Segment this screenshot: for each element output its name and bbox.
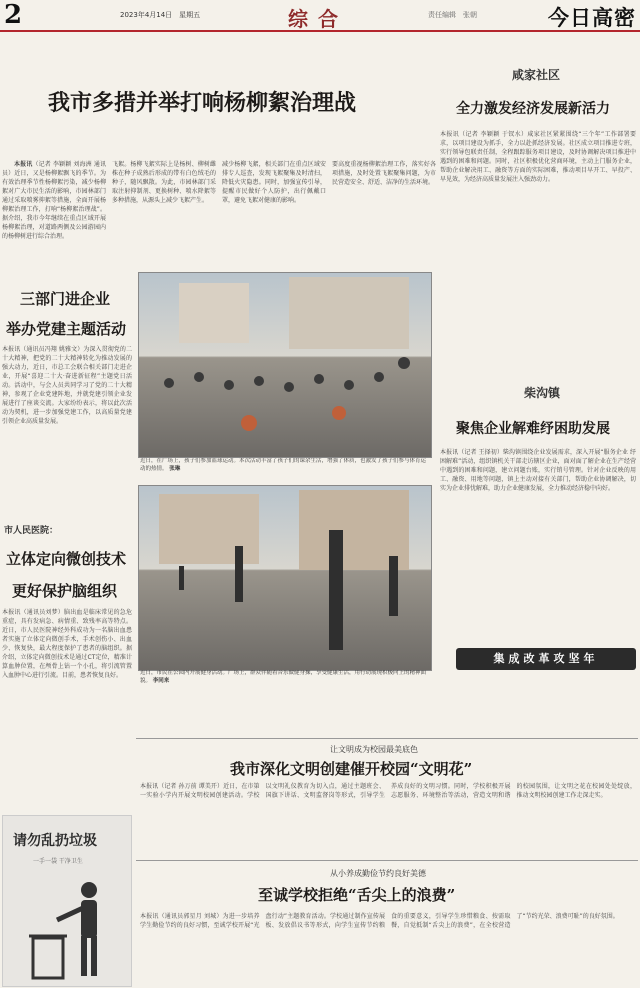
poster-title: 请勿乱扔垃圾 (13, 833, 97, 849)
basketball-photo (138, 272, 432, 458)
poster-subtitle: 一手一袋 干净卫生 (33, 858, 83, 865)
reform-banner: 集成改革攻坚年 (456, 648, 636, 670)
section-divider-2 (136, 860, 638, 861)
right1-kicker: 咸家社区 (512, 68, 561, 82)
lead-byline: 本报讯 (14, 161, 33, 168)
right2-kicker: 柴沟镇 (524, 386, 561, 400)
lead-column-2: 飞絮。杨柳飞絮实际上是杨树、柳树雌株在种子成熟后形成的带有白色绒毛的种子，随风飘散。为此，市园林部门采取注射抑制剂、更换树种、喷水降絮等多种措施，从源头上减少飞絮产生。 (112, 161, 216, 204)
left2-body: 本报讯（通讯员刘梦）脑出血是临床常见的急危重症，具有发病急、病情重、致残率高等特点。近日，市人民医院神经外科成功为一名脑出血患者实施了立体定向微创手术，手术创伤小、出血少、恢复快，最大程度保护了患者的脑组织。据介绍，立体定向微创技术是通过CT定位，精准计算血肿位置，在颅骨上钻一个小孔，将引流管置入血肿中心进行引流。目前，患者恢复良好。 (2, 609, 132, 679)
right1-headline: 全力激发经济发展新活力 (456, 101, 610, 117)
person-throwing-trash-icon (23, 876, 123, 984)
page-number: 2 (4, 0, 23, 30)
issue-date: 2023年4月14日 星期五 (120, 11, 201, 19)
lead-col1-text: （记者 李颖颖 刘海洲 通讯员）近日，又是杨柳絮飘飞的季节。为有效治理季节性杨柳絮污染，减少杨柳絮对广大市民生活的影响，市园林部门通过采取喷雾抑絮等措施，全面开展杨柳絮治理工作，打响“杨柳絮治理战”。据介绍，我市今年继续在重点区域开展杨柳絮治理，对道路两侧及公园游园内的杨柳树进行综合治理。 (2, 161, 106, 240)
photo1-credit: 张琳 (169, 465, 181, 472)
right2-headline: 聚焦企业解难纾困助发展 (456, 421, 610, 437)
anti-litter-poster (2, 815, 132, 987)
right2-body: 本报讯（记者 王择初）柴沟镇围绕企业发展需求，深入开展“服务企业 纾困解难”活动，组织镇机关干部走访辖区企业，面对面了解企业在生产经营中遇到的困难和问题，建立问题台账，实行销号管理。针对企业反映的用工、融资、用地等问题，镇上主动对接有关部门，帮助企业协调解决，切实为企业排忧解难，助力企业健康发展，全力推动经济稳中向好。 (440, 449, 636, 492)
left1-body: 本报讯（通讯员冯翔 姚雅文）为深入贯彻党的二十大精神，把党的二十大精神转化为推动发展的强大动力，近日，市总工会联合相关部门走进企业，开展“喜迎二十大·奋进新征程”主题党日活动。活动中，与会人员共同学习了党的二十大精神，参观了企业党建阵地，并就党建引领企业发展进行了座谈交流。大家纷纷表示，将以此次活动为契机，进一步加强党建工作，以高质量党建引领企业高质量发展。 (2, 346, 132, 425)
lead-column-3: 减少杨柳飞絮，相关部门在重点区域安排专人巡查，发现飞絮聚集及时清扫，降低火灾隐患。同时，加强宣传引导，提醒市民做好个人防护，出行佩戴口罩，避免飞絮对健康的影响。 (222, 161, 326, 204)
bottom1-kicker: 让文明成为校园最美底色 (330, 745, 418, 754)
photo1-caption (140, 458, 430, 484)
left2-kicker: 市人民医院： (4, 526, 59, 536)
section-divider-1 (136, 738, 638, 739)
section-title: 综合 (288, 7, 348, 31)
photo2-caption-text: 近日，市民在公园内开展健身活动。广场上，群众伴随着音乐做健身操，享受健康生活，用行动展现积极向上的精神面貌。 (140, 670, 427, 684)
left2-headline-line2: 更好保护脑组织 (12, 582, 118, 600)
right1-body: 本报讯（记者 李颖颖 于钗水）咸家社区紧紧围绕“三个年”工作部署要求，以项目建设为抓手，全力以赴抓经济发展。社区成立项目推进专班，实行领导包联责任制，全程跟踪服务项目建设，及时协调解决项目推进中遇到的困难和问题。同时，社区积极优化营商环境，主动上门服务企业，帮助企业解决用工、融资等方面的实际困难，推动项目早开工、早投产、早见效，为经济高质量发展注入强劲动力。 (440, 131, 636, 183)
newspaper-logo: 今日高密 (548, 5, 636, 30)
fitness-photo-drawing (139, 486, 431, 670)
bottom2-body: 本报讯（通讯员郭星月 刘城）为进一步培养学生勤俭节约的良好习惯，至诚学校开展“光盘行动”主题教育活动。学校通过制作宣传展板、发放倡议书等形式，向学生宣传节约粮食的重要意义，引导学生珍惜粮食、按需取餐，自觉抵制“舌尖上的浪费”，在全校营造了“节约光荣、浪费可耻”的良好氛围。 (140, 913, 619, 929)
left1-headline-line1: 三部门进企业 (20, 290, 111, 308)
photo2-caption (140, 670, 430, 694)
bottom2-kicker: 从小养成勤俭节约良好美德 (330, 869, 426, 878)
editors: 责任编辑 张朝 (428, 11, 477, 19)
bottom2-headline: 至诚学校拒绝“舌尖上的浪费” (258, 886, 456, 904)
lead-column-1 (2, 160, 106, 284)
fitness-photo (138, 485, 432, 671)
photo2-credit: 李同来 (152, 677, 170, 684)
basketball-photo-drawing (139, 273, 431, 457)
left2-headline-line1: 立体定向微创技术 (6, 550, 127, 568)
left1-headline-line2: 举办党建主题活动 (6, 320, 127, 338)
lead-column-4: 要高度重视杨柳絮治理工作，落实好各项措施，及时处置飞絮聚集问题，为市民营造安全、舒适、洁净的生活环境。 (332, 161, 436, 186)
bottom1-headline: 我市深化文明创建催开校园“文明花” (230, 760, 473, 778)
bottom1-body: 本报讯（记者 孙万前 谭美开）近日，在市第一实验小学内开展文明校园创建活动。学校以文明礼仪教育为切入点，通过主题班会、国旗下讲话、文明监督岗等形式，引导学生养成良好的文明习惯。同时，学校积极开展志愿服务、环境整治等活动，营造文明和谐的校园氛围，让文明之花在校园处处绽放，推动文明校园创建工作走深走实。 (140, 783, 636, 799)
lead-headline: 我市多措并举打响杨柳絮治理战 (48, 90, 357, 116)
photo1-caption-text: 近日，在广场上，孩子们参加篮球运动。本次活动丰富了孩子们的课余生活，增强了体质，也激发了孩子们参与体育运动的热情。 (140, 458, 427, 472)
